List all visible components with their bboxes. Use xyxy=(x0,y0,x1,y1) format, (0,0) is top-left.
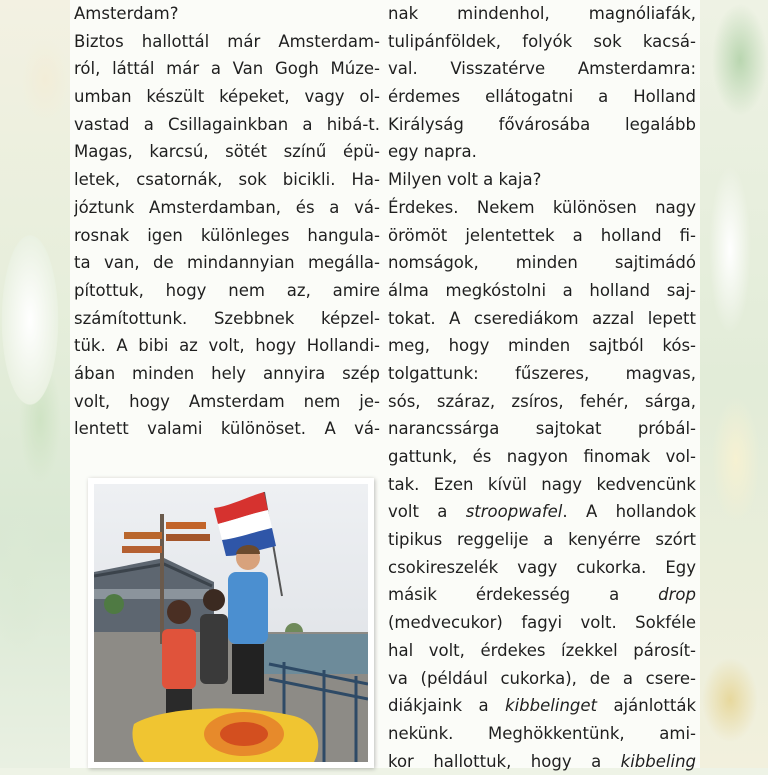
text-segment: tokat. A cserediákom azzal lepett xyxy=(388,308,696,328)
text-line: józtunk Amsterdamban, és a vá- xyxy=(74,197,380,217)
text-line xyxy=(388,692,696,720)
text-segment: volt a xyxy=(388,502,466,522)
text-line xyxy=(388,194,696,222)
text-line: umban készült képeket, vagy ol- xyxy=(74,87,380,107)
text-line xyxy=(388,554,696,582)
text-segment: . A hollandok xyxy=(562,502,696,522)
text-line xyxy=(388,748,696,775)
text-line xyxy=(388,388,696,416)
text-line xyxy=(388,55,696,83)
text-segment: meg, hogy minden sajtból kós- xyxy=(388,336,696,356)
text-line xyxy=(388,471,696,499)
text-segment: tulipánföldek, folyók sok kacsá- xyxy=(388,31,696,51)
text-segment: nekünk. Meghökkentünk, ami- xyxy=(388,723,696,743)
text-segment: ajánlották xyxy=(597,696,696,716)
text-line xyxy=(388,332,696,360)
text-segment: hal volt, érdekes ízekkel párosít- xyxy=(388,640,696,660)
text-line xyxy=(388,83,696,111)
text-segment: va (például cukorka), de a csere- xyxy=(388,668,696,688)
text-line xyxy=(388,277,696,305)
text-line xyxy=(388,166,696,194)
floral-background-left xyxy=(0,0,70,768)
italic-term: kibbelinget xyxy=(505,696,597,716)
text-segment: érdemes ellátogatni a Holland xyxy=(388,87,696,107)
floral-background-right xyxy=(700,0,768,768)
text-line: volt, hogy Amsterdam nem je- xyxy=(74,391,380,411)
italic-term: kibbeling xyxy=(620,751,696,771)
text-segment: egy napra. xyxy=(388,142,477,162)
text-segment: kor hallottuk, hogy a xyxy=(388,751,621,771)
text-segment: álma megkóstolni a holland saj- xyxy=(388,280,696,300)
text-line: ában minden hely annyira szép xyxy=(74,363,380,383)
text-line: Amsterdam? xyxy=(74,4,179,23)
text-line: ta van, de mindannyian megálla- xyxy=(74,253,380,273)
text-segment: másik érdekesség a xyxy=(388,585,659,605)
text-segment: örömöt jelentettek a holland fi- xyxy=(388,225,696,245)
text-line: számítottunk. Szebbnek képzel- xyxy=(74,308,380,328)
text-segment: nomságok, minden sajtimádó xyxy=(388,253,696,273)
text-line xyxy=(388,609,696,637)
text-segment: Érdekes. Nekem különösen nagy xyxy=(388,197,696,217)
right-text-column xyxy=(388,0,696,775)
text-line xyxy=(388,249,696,277)
text-line xyxy=(388,138,696,166)
text-line xyxy=(388,443,696,471)
text-segment: nak mindenhol, magnóliafák, xyxy=(388,4,696,23)
text-line xyxy=(388,665,696,693)
text-line xyxy=(388,111,696,139)
text-line: letek, csatornák, sok bicikli. Ha- xyxy=(74,170,380,190)
left-text-column xyxy=(74,0,380,443)
text-line xyxy=(388,305,696,333)
text-line xyxy=(388,222,696,250)
text-line xyxy=(388,360,696,388)
text-segment: gattunk, és nagyon finomak vol- xyxy=(388,447,696,466)
text-line: rosnak igen különleges hangula- xyxy=(74,225,380,245)
text-segment: Királyság fővárosába legalább xyxy=(388,114,696,134)
text-segment: sós, száraz, zsíros, fehér, sárga, xyxy=(388,391,696,411)
italic-term: drop xyxy=(658,585,696,605)
italic-term: stroopwafel xyxy=(465,502,563,522)
text-line xyxy=(388,0,696,28)
text-line xyxy=(388,498,696,526)
text-segment: csokireszelék vagy cukorka. Egy xyxy=(388,557,696,577)
text-segment: tolgattunk: fűszeres, magvas, xyxy=(388,363,696,383)
text-line: vastad a Csillagainkban a hibá-t. xyxy=(74,114,380,134)
text-line xyxy=(388,581,696,609)
text-line xyxy=(388,720,696,748)
text-segment: tak. Ezen kívül nagy kedvencünk xyxy=(388,474,696,494)
text-segment: val. Visszatérve Amsterdamra: xyxy=(388,59,696,79)
text-line: Biztos hallottál már Amsterdam- xyxy=(74,31,380,51)
text-line: pítottuk, hogy nem az, amire xyxy=(74,280,380,300)
text-line xyxy=(388,637,696,665)
amsterdam-photo xyxy=(88,478,374,768)
text-line: Magas, karcsú, sötét színű épü- xyxy=(74,142,380,162)
text-segment: (medvecukor) fagyi volt. Sokféle xyxy=(388,613,696,633)
text-line xyxy=(388,526,696,554)
text-line: ról, láttál már a Van Gogh Múze- xyxy=(74,59,380,79)
text-line: tük. A bibi az volt, hogy Hollandi- xyxy=(74,336,380,356)
photo-illustration xyxy=(94,484,368,762)
text-line xyxy=(388,28,696,56)
text-line: lentett valami különöset. A vá- xyxy=(74,419,380,439)
text-segment: tipikus reggelije a kenyérre szórt xyxy=(388,530,696,550)
text-segment: diákjaink a xyxy=(388,696,506,716)
text-line xyxy=(388,415,696,443)
text-segment: narancssárga sajtokat próbál- xyxy=(388,419,696,439)
text-segment: Milyen volt a kaja? xyxy=(388,170,542,190)
